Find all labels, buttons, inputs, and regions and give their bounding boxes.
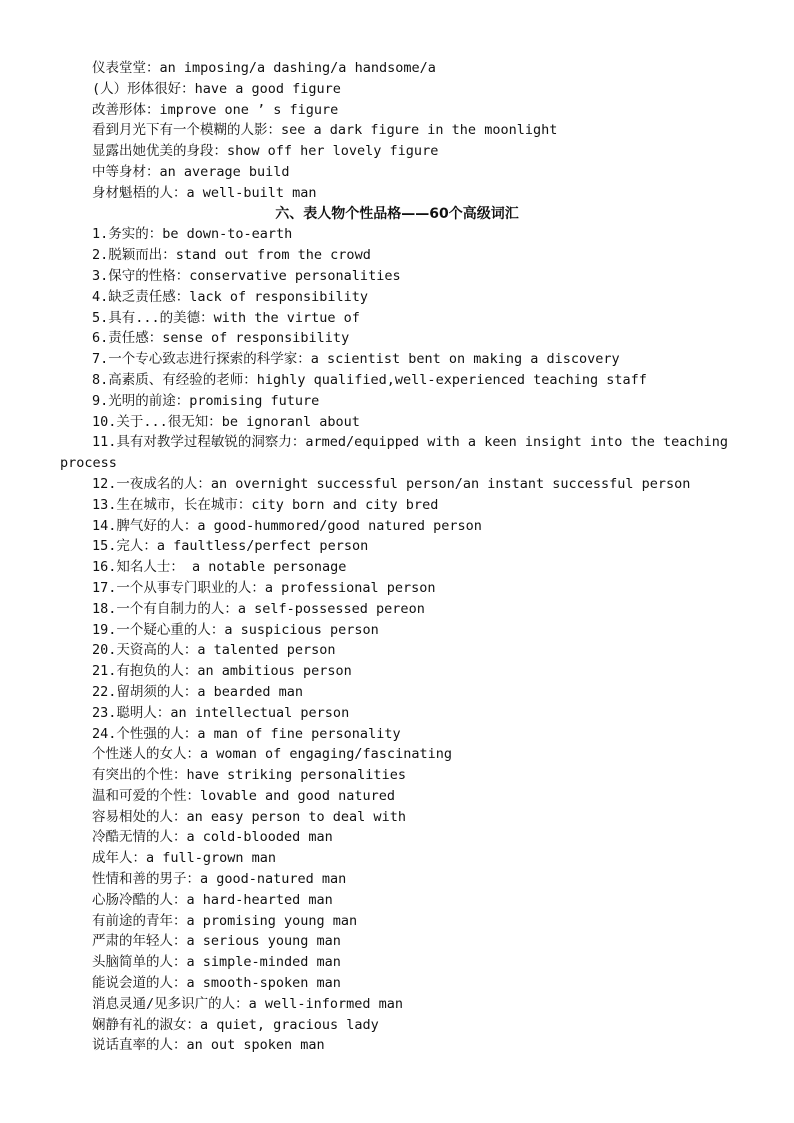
list-item: 24.个性强的人：a man of fine personality <box>92 725 401 742</box>
list-item: 容易相处的人：an easy person to deal with <box>92 808 406 825</box>
list-item: 4.缺乏责任感：lack of responsibility <box>92 288 369 305</box>
list-item: 21.有抱负的人：an ambitious person <box>92 663 352 680</box>
document-page <box>0 58 794 1056</box>
list-item: 19.一个疑心重的人：a suspicious person <box>92 621 379 638</box>
list-item: 13.生在城市，长在城市：city born and city bred <box>92 496 439 513</box>
list-item: 8.高素质、有经验的老师：highly qualified,well-experienced teaching staff <box>92 371 647 388</box>
list-item: 头脑简单的人：a simple-minded man <box>92 954 341 971</box>
list-item: 2.脱颖而出：stand out from the crowd <box>92 247 371 264</box>
list-item: 17.一个从事专门职业的人：a professional person <box>92 579 436 596</box>
list-item: 1.务实的：be down-to-earth <box>92 226 293 243</box>
list-item: 成年人：a full-grown man <box>92 850 277 867</box>
section-heading: 六、表人物个性品格——60个高级词汇 <box>275 205 519 222</box>
list-item-wrapped-continuation: process <box>60 455 117 472</box>
list-item: 有突出的个性：have striking personalities <box>92 767 406 784</box>
list-item: 看到月光下有一个模糊的人影：see a dark figure in the moonlight <box>92 122 558 139</box>
list-item-wrapped: 11.具有对教学过程敏锐的洞察力：armed/equipped with a keen insight into the teaching <box>92 434 729 451</box>
list-item: 说话直率的人：an out spoken man <box>92 1037 325 1054</box>
list-item: 9.光明的前途：promising future <box>92 392 320 409</box>
list-item: 18.一个有自制力的人：a self-possessed pereon <box>92 600 425 617</box>
list-item: 20.天资高的人：a talented person <box>92 642 336 659</box>
list-item: 身材魁梧的人：a well-built man <box>92 184 317 201</box>
list-item: 性情和善的男子：a good-natured man <box>92 871 347 888</box>
list-item: 娴静有礼的淑女：a quiet, gracious lady <box>92 1016 379 1033</box>
list-item: 10.关于...很无知：be ignoranl about <box>92 413 360 430</box>
list-item: 温和可爱的个性：lovable and good natured <box>92 787 396 804</box>
list-item: 显露出她优美的身段：show off her lovely figure <box>92 143 439 160</box>
list-item: 消息灵通/见多识广的人：a well-informed man <box>92 995 404 1012</box>
list-item: 有前途的青年：a promising young man <box>92 912 358 929</box>
list-item: 7.一个专心致志进行探索的科学家：a scientist bent on making a discovery <box>92 351 620 368</box>
list-item: 14.脾气好的人：a good-hummored/good natured person <box>92 517 482 534</box>
list-item: 冷酷无情的人：a cold-blooded man <box>92 829 333 846</box>
list-item: 15.完人：a faultless/perfect person <box>92 538 369 555</box>
list-item: 16.知名人士： a notable personage <box>92 559 347 576</box>
figure-phrases-list <box>0 58 794 204</box>
personality-phrases-list-part-2 <box>0 474 794 1056</box>
list-item: 能说会道的人：a smooth-spoken man <box>92 975 341 992</box>
list-item: 中等身材：an average build <box>92 163 290 180</box>
list-item: 5.具有...的美德：with the virtue of <box>92 309 360 326</box>
list-item: 3.保守的性格：conservative personalities <box>92 267 401 284</box>
list-item: 心肠冷酷的人：a hard-hearted man <box>92 891 333 908</box>
list-item: 改善形体：improve one ’ s figure <box>92 101 339 118</box>
list-item: 6.责任感：sense of responsibility <box>92 330 350 347</box>
list-item: 22.留胡须的人：a bearded man <box>92 683 304 700</box>
list-item: 12.一夜成名的人：an overnight successful person/an instant successful person <box>92 475 691 492</box>
list-item: 仪表堂堂：an imposing/a dashing/a handsome/a <box>92 60 436 76</box>
list-item: 23.聪明人：an intellectual person <box>92 704 350 721</box>
personality-phrases-list-part-1 <box>0 224 794 432</box>
list-item: (人）形体很好：have a good figure <box>92 80 341 97</box>
list-item: 严肃的年轻人：a serious young man <box>92 933 341 950</box>
list-item: 个性迷人的女人：a woman of engaging/fascinating <box>92 746 452 763</box>
